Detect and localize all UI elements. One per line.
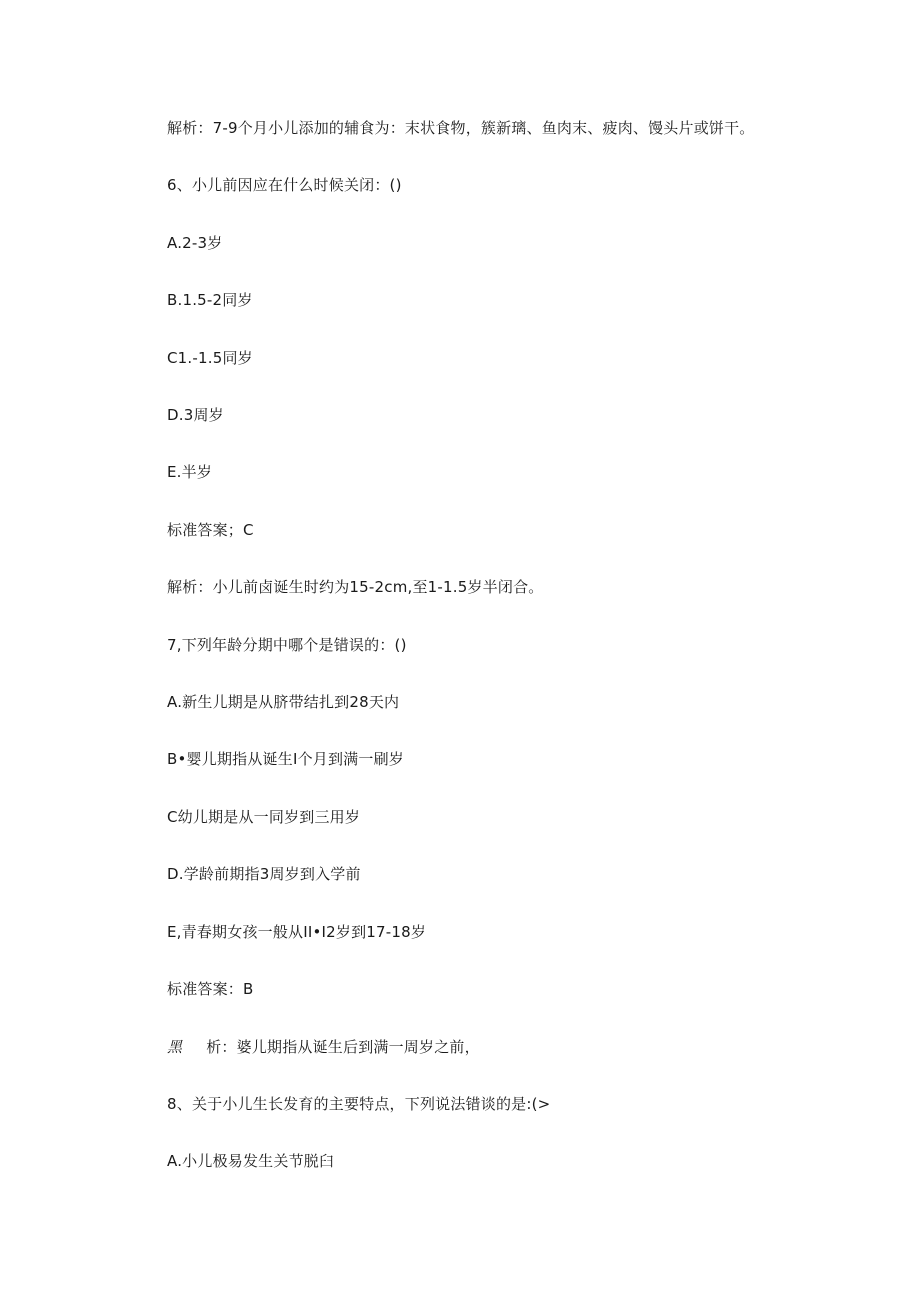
question-7-option-e: E,青春期女孩一般从II•I2岁到17-18岁 [167,923,427,941]
question-6-option-e: E.半岁 [167,463,213,481]
question-7: 7,下列年龄分期中哪个是错误的：() [167,636,407,654]
question-8: 8、关于小儿生长发育的主要特点，下列说法错谈的是:(> [167,1095,551,1113]
question-6-option-d: D.3周岁 [167,406,224,424]
question-6-option-a: A.2-3岁 [167,234,223,252]
question-8-option-a: A.小儿极易发生关节脱臼 [167,1152,335,1170]
question-6-option-c: C1.-1.5同岁 [167,349,253,367]
question-7-analysis [167,1036,480,1058]
question-6: 6、小儿前因应在什么时候关闭：() [167,176,402,194]
question-7-answer: 标准答案：B [167,980,254,998]
question-7-option-d: D.学龄前期指3周岁到入学前 [167,865,361,883]
question-6-answer: 标准答案；C [167,521,254,539]
question-7-analysis-text: 析：婆儿期指从诞生后到满一周岁之前， [206,1038,480,1056]
question-6-analysis: 解析：小儿前卤诞生时约为15-2cm,至1-1.5岁半闭合。 [167,578,544,596]
question-7-option-c: C幼儿期是从一同岁到三用岁 [167,808,361,826]
question-6-option-b: B.1.5-2同岁 [167,291,253,309]
question-7-option-b: B•婴儿期指从诞生I个月到满一刷岁 [167,750,404,768]
broken-analysis-prefix: 黑 [167,1038,183,1056]
question-7-option-a: A.新生儿期是从脐带结扎到28天内 [167,693,400,711]
analysis-line-q5: 解析：7-9个月小儿添加的辅食为：末状食物，簇新璃、鱼肉末、疲肉、馒头片或饼干。 [167,119,755,137]
